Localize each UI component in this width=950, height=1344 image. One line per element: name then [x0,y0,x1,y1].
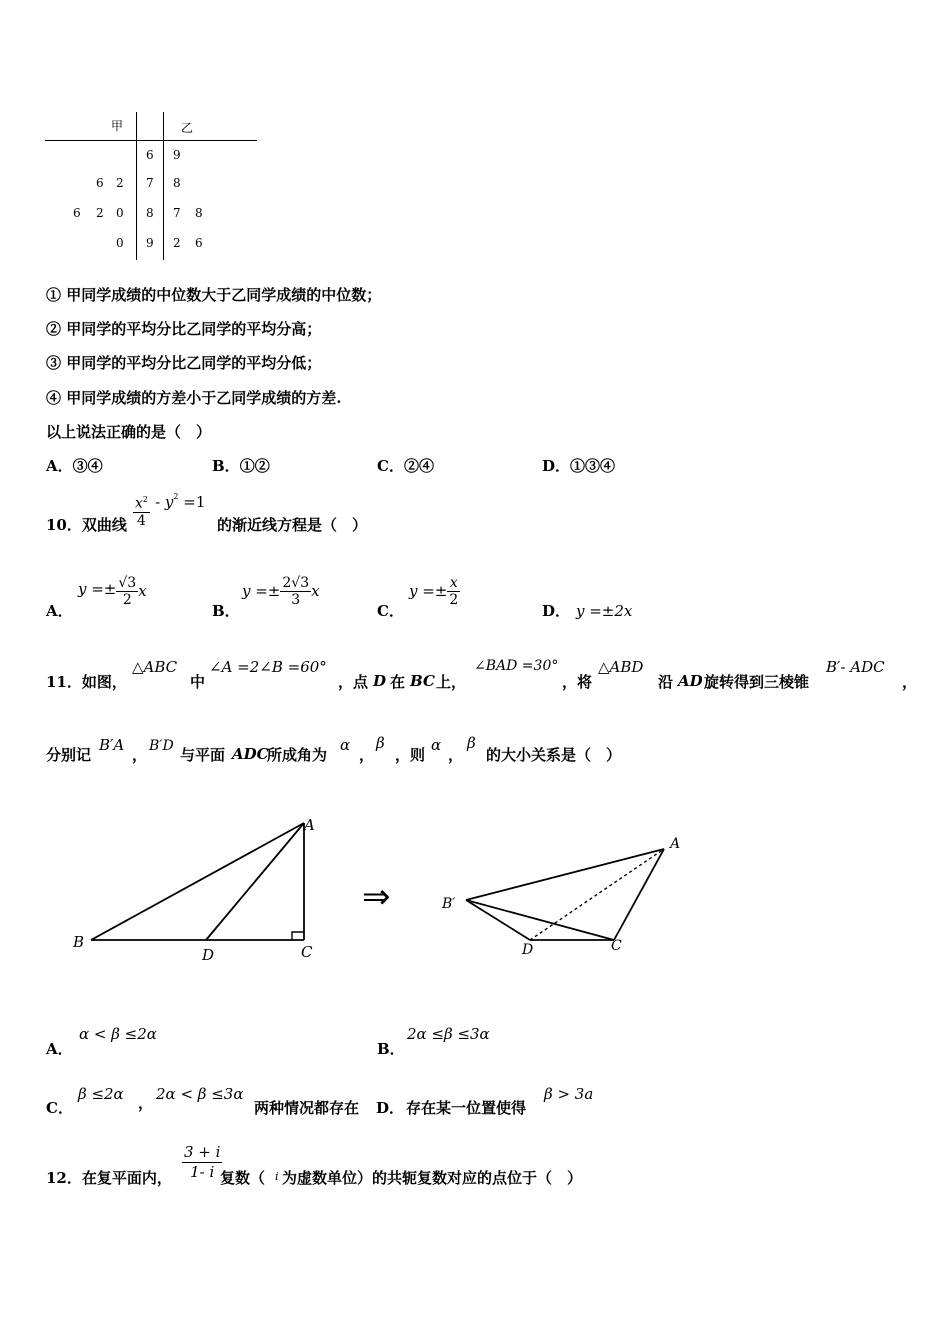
q10-option-c[interactable]: C． y =± $\frac{x}{2}$ [377,575,459,620]
leaf-left: 2 [116,176,124,190]
divider-right [163,112,164,260]
q11-option-d[interactable]: D． 存在某一位置使得 β > 3a [376,1085,594,1117]
q10-option-b[interactable]: B． y =± $\frac{2√3}{3}$ x [212,575,320,620]
statement-4: ④ 甲同学成绩的方差小于乙同学成绩的方差. [46,389,342,407]
leaf-right: 8 [173,176,181,190]
q10-number: 10．双曲线 [46,516,127,534]
triangle-abc [91,823,304,940]
q11-line-2: 分别记 B′A ， B′D 与平面 ADC 所成角为 α ， β ，则 α ， β 的大小关系是（ ） [46,734,622,764]
label-b-prime: B′ [442,896,456,912]
leaf-right: 6 [195,236,203,250]
label-a2: A [670,836,681,852]
leaf-left: 0 [116,236,124,250]
leaf-left: 2 [96,206,104,220]
leaf-left: 6 [73,206,81,220]
leaf-right: 9 [173,148,181,162]
header-yi: 乙 [181,121,194,135]
q11-option-a[interactable]: A． α < β ≤2α [46,1025,157,1058]
q11-line-1: 11．如图， △ABC 中 ∠A =2∠B =60° ，点 D 在 BC 上， ∠BAD =30° ，将 △ABD 沿 AD 旋转得到三棱锥 B′- ADC ， [46,658,918,691]
q11-option-b[interactable]: B． 2α ≤β ≤3α [377,1025,490,1058]
arrow-icon: ⇒ [362,877,391,917]
stem: 8 [146,206,154,220]
label-c2: C [611,938,622,954]
label-a: A [304,816,315,834]
leaf-right: 7 [173,206,181,220]
q9-option-a[interactable]: A．③④ [46,457,103,475]
leaf-right: 2 [173,236,181,250]
q10-option-a[interactable]: A． y =± $\frac{√3}{2}$ x [46,575,147,620]
q11-option-c[interactable]: C． β ≤2α ， 2α < β ≤3α 两种情况都存在 [46,1085,360,1117]
q12-line: 12．在复平面内， $\frac{3 + i}{1- i}$ 复数（ i 为虚数单位）的共轭复数对应的点位于（ ） [46,1143,583,1187]
q9-prompt: 以上说法正确的是（ ） [46,423,212,441]
label-d2: D [522,942,534,958]
q9-option-c[interactable]: C．②④ [377,457,434,475]
stem: 9 [146,236,154,250]
label-d: D [202,946,215,964]
statement-3: ③ 甲同学的平均分比乙同学的平均分低； [46,354,322,372]
pyramid-b-adc [466,849,664,940]
header-rule [45,140,257,141]
label-c: C [301,943,313,961]
leaf-left: 0 [116,206,124,220]
statement-2: ② 甲同学的平均分比乙同学的平均分高； [46,320,322,338]
q10-option-d[interactable]: D． y =±2x [542,602,633,620]
stem: 6 [146,148,154,162]
statement-1: ① 甲同学成绩的中位数大于乙同学成绩的中位数； [46,286,382,304]
label-b: B [73,933,85,951]
stem: 7 [146,176,154,190]
header-jia: 甲 [111,119,124,133]
leaf-right: 8 [195,206,203,220]
q10-suffix: 的渐近线方程是（ ） [217,516,368,534]
q10-equation: $\frac{x^2}{4}$ - $y^2 =1$ [135,491,206,529]
q9-option-b[interactable]: B．①② [212,457,270,475]
q11-figure [40,800,720,980]
divider-left [136,112,137,260]
leaf-left: 6 [96,176,104,190]
q9-option-d[interactable]: D．①③④ [542,457,616,475]
